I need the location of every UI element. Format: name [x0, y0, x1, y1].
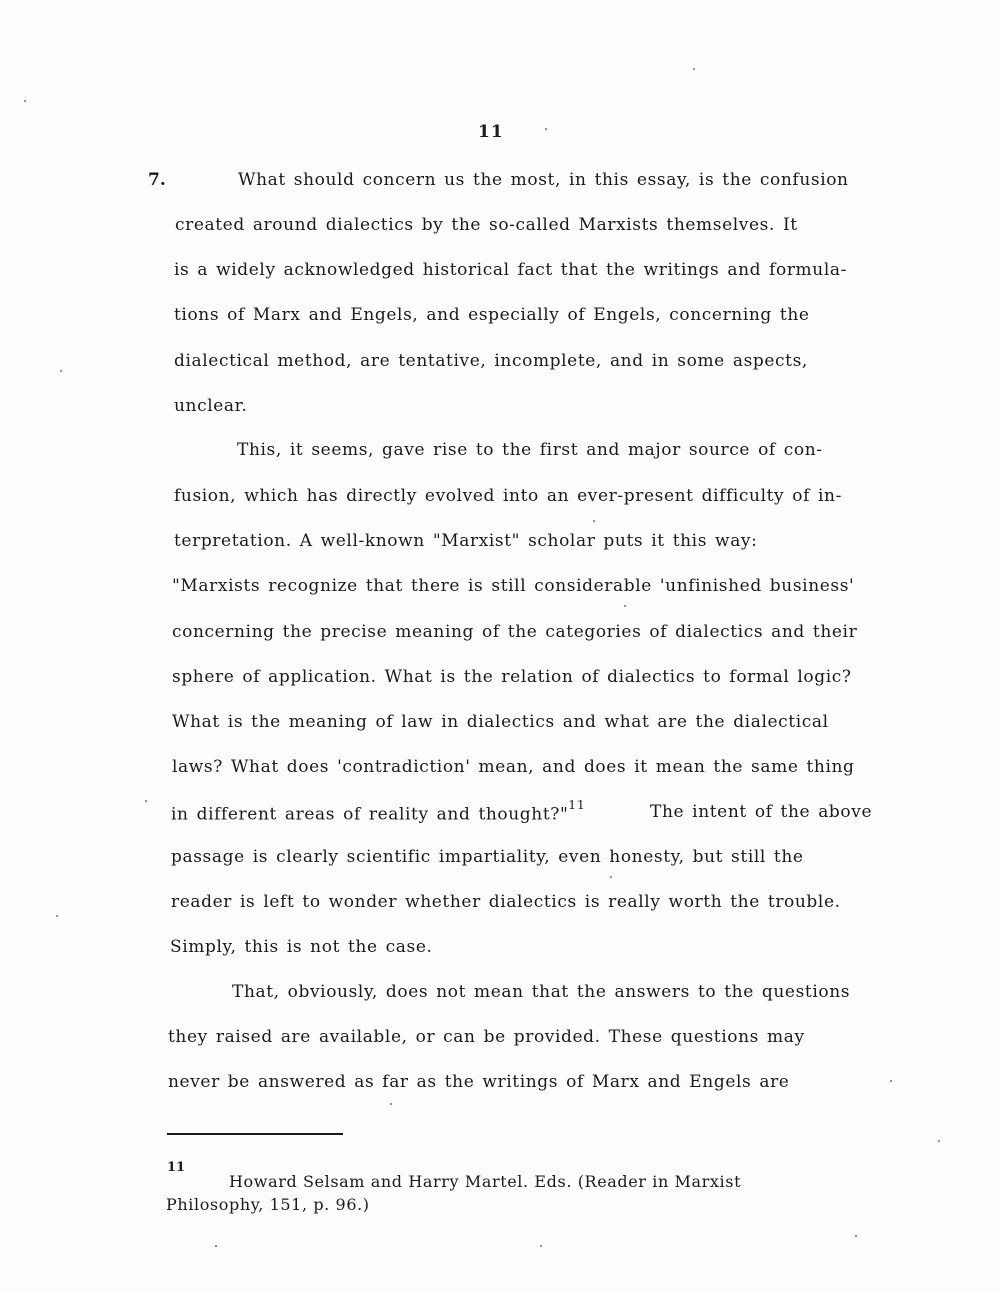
body-line-2: created around dialectics by the so-called Marxists themselves. It [175, 215, 798, 235]
body-line-8: fusion, which has directly evolved into an ever-present difficulty of in- [174, 486, 842, 506]
body-line-9: terpretation. A well-known "Marxist" scholar puts it this way: [174, 531, 758, 551]
footnote-number: 11 [167, 1160, 186, 1175]
body-line-21: never be answered as far as the writings of Marx and Engels are [168, 1072, 790, 1092]
footnote-line-2: Philosophy, 151, p. 96.) [166, 1195, 370, 1214]
body-line-4: tions of Marx and Engels, and especially of Engels, concerning the [174, 305, 810, 325]
scan-speck [215, 1245, 217, 1247]
body-line-3: is a widely acknowledged historical fact that the writings and formula- [174, 260, 847, 280]
body-line-5: dialectical method, are tentative, incomplete, and in some aspects, [174, 351, 808, 371]
quote-end-text: in different areas of reality and thought?" [171, 804, 569, 825]
body-line-12: sphere of application. What is the relation of dialectics to formal logic? [172, 667, 852, 687]
footnote-reference: 11 [568, 798, 586, 812]
body-line-15b: The intent of the above [650, 802, 873, 822]
scan-speck [693, 68, 695, 70]
page-number: 11 [478, 122, 504, 142]
body-line-10: "Marxists recognize that there is still considerable 'unfinished business' [172, 576, 855, 596]
paragraph-number: 7. [148, 170, 166, 190]
body-line-15 [171, 798, 586, 825]
scan-speck [390, 1103, 392, 1105]
body-line-18: Simply, this is not the case. [170, 937, 433, 957]
body-line-6: unclear. [174, 396, 248, 416]
body-line-7: This, it seems, gave rise to the first and major source of con- [237, 440, 823, 460]
scan-speck [624, 605, 626, 607]
scan-speck [855, 1235, 857, 1237]
scan-speck [890, 1080, 892, 1082]
scan-speck [545, 128, 547, 130]
footnote-divider [167, 1133, 343, 1135]
scan-speck [593, 520, 595, 522]
body-line-11: concerning the precise meaning of the categories of dialectics and their [172, 622, 858, 642]
scan-speck [938, 1140, 940, 1142]
body-line-17: reader is left to wonder whether dialectics is really worth the trouble. [171, 892, 841, 912]
scan-speck [610, 876, 612, 878]
scan-speck [540, 1245, 542, 1247]
scan-speck [145, 800, 147, 802]
body-line-1: What should concern us the most, in this essay, is the confusion [238, 170, 849, 190]
body-line-14: laws? What does 'contradiction' mean, and does it mean the same thing [172, 757, 855, 777]
scan-speck [24, 100, 26, 102]
scan-speck [56, 915, 58, 917]
footnote-line-1: Howard Selsam and Harry Martel. Eds. (Reader in Marxist [229, 1172, 742, 1191]
body-line-13: What is the meaning of law in dialectics and what are the dialectical [172, 712, 829, 732]
body-line-20: they raised are available, or can be provided. These questions may [168, 1027, 805, 1047]
body-line-16: passage is clearly scientific impartiality, even honesty, but still the [171, 847, 804, 867]
scan-speck [60, 370, 62, 372]
body-line-19: That, obviously, does not mean that the answers to the questions [232, 982, 851, 1002]
